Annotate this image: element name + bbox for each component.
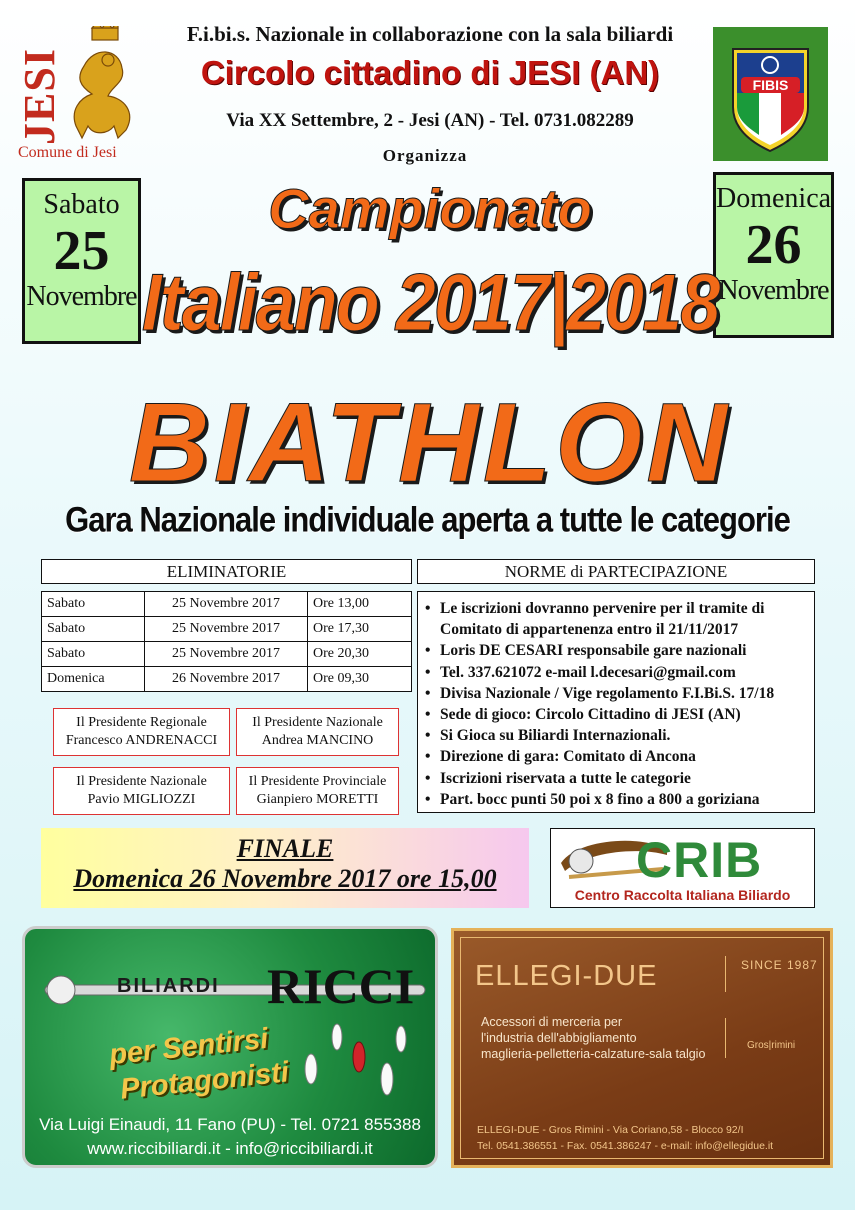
fibis-collaboration-line: F.i.bi.s. Nazionale in collaborazione con la sala biliardi xyxy=(186,22,674,46)
ricci-brand-big: RICCI xyxy=(267,958,415,1014)
table-row xyxy=(42,667,412,692)
row-time: Ore 17,30 xyxy=(308,617,412,642)
day-month: Novembre xyxy=(26,281,137,312)
finale-title: FINALE xyxy=(236,834,334,863)
day-number: 26 xyxy=(745,214,802,276)
president-box-nazionale-2 xyxy=(53,767,230,815)
ricci-slogan-line2: Protagonisti xyxy=(118,1056,291,1106)
president-role: Il Presidente Nazionale xyxy=(76,774,207,789)
list-item: • Loris DE CESARI responsabile gare nazionali xyxy=(440,640,808,661)
bullet-icon: • xyxy=(425,684,431,702)
list-item: • Divisa Nazionale / Vige regolamento F.I.Bi.S. 17/18 xyxy=(440,683,808,704)
table-row xyxy=(42,617,412,642)
eliminatorie-header: ELIMINATORIE xyxy=(41,559,412,584)
day-weekday: Domenica xyxy=(716,183,832,214)
president-name: Gianpiero MORETTI xyxy=(256,792,379,807)
ricci-brand-small: BILIARDI xyxy=(117,975,220,997)
ellegi-desc-line: Accessori di merceria per xyxy=(481,1015,623,1029)
divider xyxy=(725,1018,726,1058)
bullet-icon: • xyxy=(425,769,431,787)
title-biathlon: BIATHLON xyxy=(128,380,732,505)
ricci-advertisement xyxy=(22,926,438,1168)
ellegi-footer-contacts: Tel. 0541.386551 - Fax. 0541.386247 - e-mail: info@ellegidue.it xyxy=(477,1140,774,1152)
organizza-label: Organizza xyxy=(382,146,468,165)
ellegi-desc-line: l'industria dell'abbigliamento xyxy=(481,1031,637,1045)
bullet-icon: • xyxy=(425,642,431,660)
row-date: 25 Novembre 2017 xyxy=(145,617,308,642)
list-item: • Si Gioca su Biliardi Internazionali. xyxy=(440,725,808,746)
row-day: Sabato xyxy=(42,617,145,642)
subtitle-gara: Gara Nazionale individuale aperta a tutte le categorie xyxy=(65,499,790,540)
row-day: Sabato xyxy=(42,642,145,667)
table-row xyxy=(42,592,412,617)
president-box-provinciale xyxy=(236,767,399,815)
norme-box xyxy=(417,591,815,813)
bullet-icon: • xyxy=(425,748,431,766)
row-time: Ore 09,30 xyxy=(308,667,412,692)
ellegi-desc-line: maglieria-pelletteria-calzature-sala talgio xyxy=(481,1047,706,1061)
table-row xyxy=(42,642,412,667)
president-name: Francesco ANDRENACCI xyxy=(65,733,218,748)
president-name: Pavio MIGLIOZZI xyxy=(87,792,196,807)
ricci-web: www.riccibiliardi.it - info@riccibiliardi.it xyxy=(87,1139,373,1158)
list-item: • Iscrizioni riservata a tutte le categorie xyxy=(440,768,808,789)
circolo-title: Circolo cittadino di JESI (AN) xyxy=(200,54,660,91)
ellegi-gros-logo: Gros|rimini xyxy=(747,1040,796,1051)
fibis-logo-text: FIBIS xyxy=(752,77,789,93)
ellegi-name: ELLEGI-DUE xyxy=(475,960,658,992)
norme-header: NORME di PARTECIPAZIONE xyxy=(417,559,815,584)
ellegi-description xyxy=(481,1014,741,1062)
row-date: 26 Novembre 2017 xyxy=(145,667,308,692)
row-day: Sabato xyxy=(42,592,145,617)
list-item: • Tel. 337.621072 e-mail l.decesari@gmail.com xyxy=(440,662,808,683)
norme-list xyxy=(424,598,808,810)
list-item: Comitato di appartenenza entro il 21/11/2017 xyxy=(440,621,739,639)
bullet-icon: • xyxy=(425,727,431,745)
day-month: Novembre xyxy=(718,275,829,306)
row-date: 25 Novembre 2017 xyxy=(145,592,308,617)
title-campionato: Campionato xyxy=(268,177,592,240)
president-box-nazionale-1 xyxy=(236,708,399,756)
circolo-address: Via XX Settembre, 2 - Jesi (AN) - Tel. 0731.082289 xyxy=(226,110,634,131)
ellegi-since: SINCE 1987 xyxy=(741,958,818,972)
bullet-icon: • xyxy=(425,663,431,681)
row-time: Ore 20,30 xyxy=(308,642,412,667)
day-number: 25 xyxy=(53,220,110,282)
ellegi-footer-address: ELLEGI-DUE - Gros Rimini - Via Coriano,58 - Blocco 92/I xyxy=(477,1124,744,1136)
ellegi-inner-frame xyxy=(460,937,824,1159)
list-item: • Direzione di gara: Comitato di Ancona xyxy=(440,746,808,767)
bullet-icon: • xyxy=(425,600,431,617)
row-time: Ore 13,00 xyxy=(308,592,412,617)
divider xyxy=(725,956,726,992)
fibis-shield-icon xyxy=(713,27,828,161)
eliminatorie-table xyxy=(41,591,412,692)
ricci-slogan-line1: per Sentirsi xyxy=(107,1022,270,1072)
president-role: Il Presidente Regionale xyxy=(76,715,207,730)
finale-date: Domenica 26 Novembre 2017 ore 15,00 xyxy=(73,864,497,893)
jesi-logo-text: JESI xyxy=(15,48,64,146)
crib-logo-text: CRIB xyxy=(636,832,763,888)
crib-logo-box xyxy=(550,828,815,908)
lion-crest-icon xyxy=(64,26,144,144)
bullet-icon: • xyxy=(425,706,431,724)
president-role: Il Presidente Nazionale xyxy=(252,715,383,730)
day-box-saturday xyxy=(22,178,141,344)
row-day: Domenica xyxy=(42,667,145,692)
finale-box xyxy=(41,828,529,908)
ellegi-advertisement xyxy=(451,928,833,1168)
crib-subtitle: Centro Raccolta Italiana Biliardo xyxy=(574,887,791,903)
title-italiano: Italiano 2017|2018 xyxy=(141,258,719,348)
president-name: Andrea MANCINO xyxy=(261,733,374,748)
list-item: • Part. bocc punti 50 poi x 8 fino a 800 a goriziana xyxy=(440,789,808,810)
day-weekday: Sabato xyxy=(43,189,120,220)
comune-label: Comune di Jesi xyxy=(18,144,117,161)
president-role: Il Presidente Provinciale xyxy=(248,774,387,789)
president-box-regionale xyxy=(53,708,230,756)
jesi-logo xyxy=(15,26,146,168)
fibis-logo xyxy=(713,27,828,161)
ricci-address: Via Luigi Einaudi, 11 Fano (PU) - Tel. 0721 855388 xyxy=(39,1115,421,1134)
list-item: • Sede di gioco: Circolo Cittadino di JESI (AN) xyxy=(440,704,808,725)
list-item: • Le iscrizioni dovranno pervenire per il tramite di xyxy=(440,598,808,619)
day-box-sunday xyxy=(713,172,834,338)
row-date: 25 Novembre 2017 xyxy=(145,642,308,667)
bullet-icon: • xyxy=(425,790,431,808)
